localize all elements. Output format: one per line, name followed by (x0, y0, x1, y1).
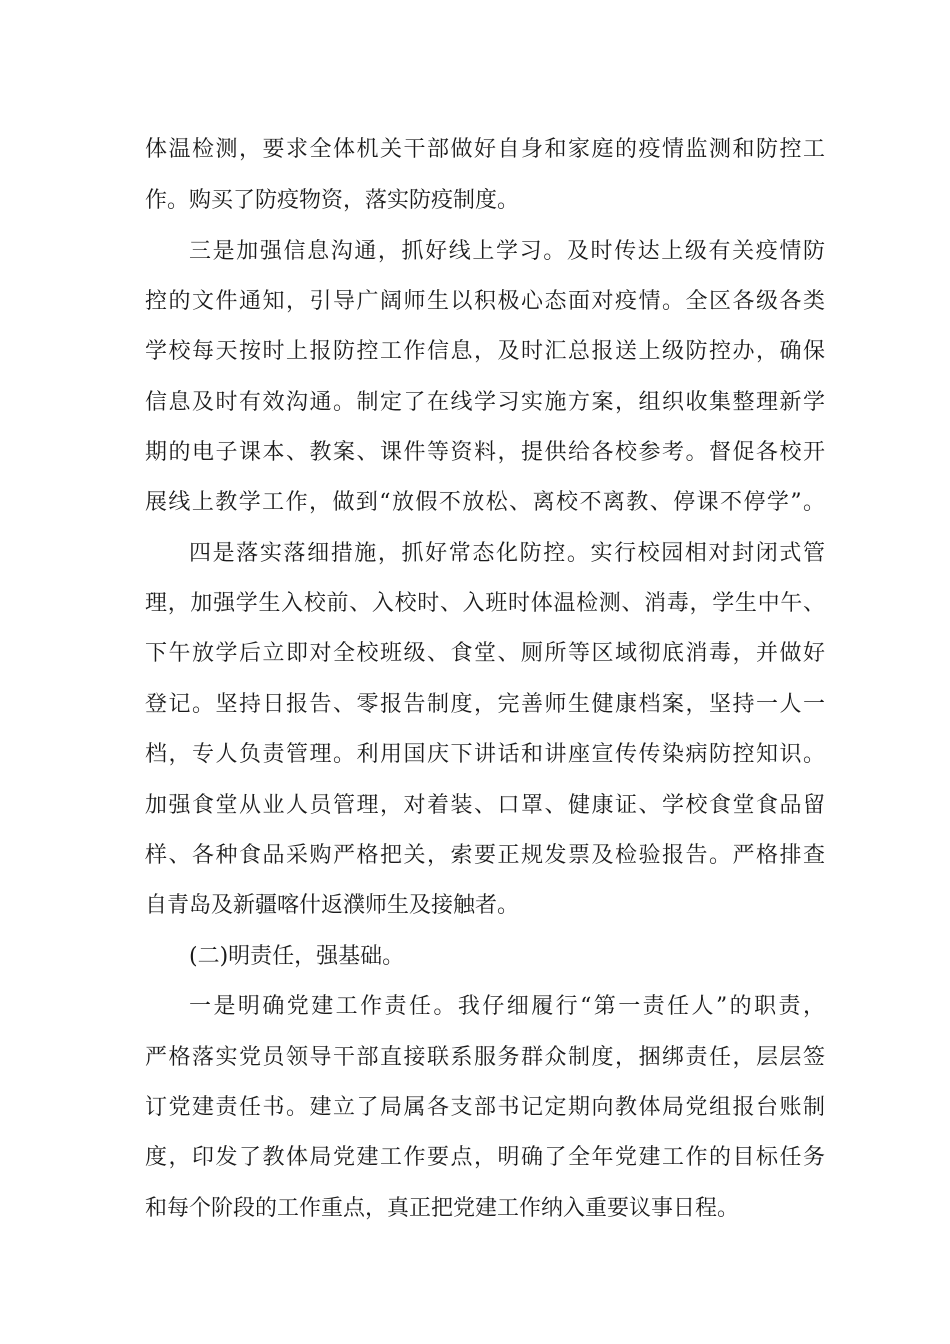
text-line: 加强食堂从业人员管理，对着装、口罩、健康证、学校食堂食品留 (145, 793, 825, 818)
text-line: 一是明确党建工作责任。我仔细履行“第一责任人”的职责， (189, 994, 825, 1019)
text-line: 下午放学后立即对全校班级、食堂、厕所等区域彻底消毒，并做好 (145, 641, 825, 666)
text-line: 自青岛及新疆喀什返濮师生及接触者。 (145, 893, 520, 918)
text-line: 样、各种食品采购严格把关，索要正规发票及检验报告。严格排查 (145, 843, 825, 868)
text-line: 期的电子课本、教案、课件等资料，提供给各校参考。督促各校开 (145, 440, 825, 465)
text-line: 体温检测，要求全体机关干部做好自身和家庭的疫情监测和防控工 (145, 137, 825, 162)
text-line: 作。购买了防疫物资，落实防疫制度。 (145, 188, 520, 213)
text-line: 展线上教学工作，做到“放假不放松、离校不离教、停课不停学”。 (145, 490, 825, 515)
text-line: 控的文件通知，引导广阔师生以积极心态面对疫情。全区各级各类 (145, 289, 825, 314)
text-line: 理，加强学生入校前、入校时、入班时体温检测、消毒，学生中午、 (145, 591, 825, 616)
section-heading: (二)明责任，强基础。 (189, 944, 405, 969)
text-line: 信息及时有效沟通。制定了在线学习实施方案，组织收集整理新学 (145, 390, 825, 415)
text-line: 三是加强信息沟通，抓好线上学习。及时传达上级有关疫情防 (189, 239, 825, 264)
text-line: 度，印发了教体局党建工作要点，明确了全年党建工作的目标任务 (145, 1145, 825, 1170)
text-line: 四是落实落细措施，抓好常态化防控。实行校园相对封闭式管 (189, 541, 825, 566)
text-line: 登记。坚持日报告、零报告制度，完善师生健康档案，坚持一人一 (145, 692, 825, 717)
text-line: 严格落实党员领导干部直接联系服务群众制度，捆绑责任，层层签 (145, 1045, 825, 1070)
text-line: 学校每天按时上报防控工作信息，及时汇总报送上级防控办，确保 (145, 339, 825, 364)
text-line: 订党建责任书。建立了局属各支部书记定期向教体局党组报台账制 (145, 1095, 825, 1120)
text-line: 档，专人负责管理。利用国庆下讲话和讲座宣传传染病防控知识。 (145, 742, 825, 767)
text-line: 和每个阶段的工作重点，真正把党建工作纳入重要议事日程。 (145, 1196, 740, 1221)
